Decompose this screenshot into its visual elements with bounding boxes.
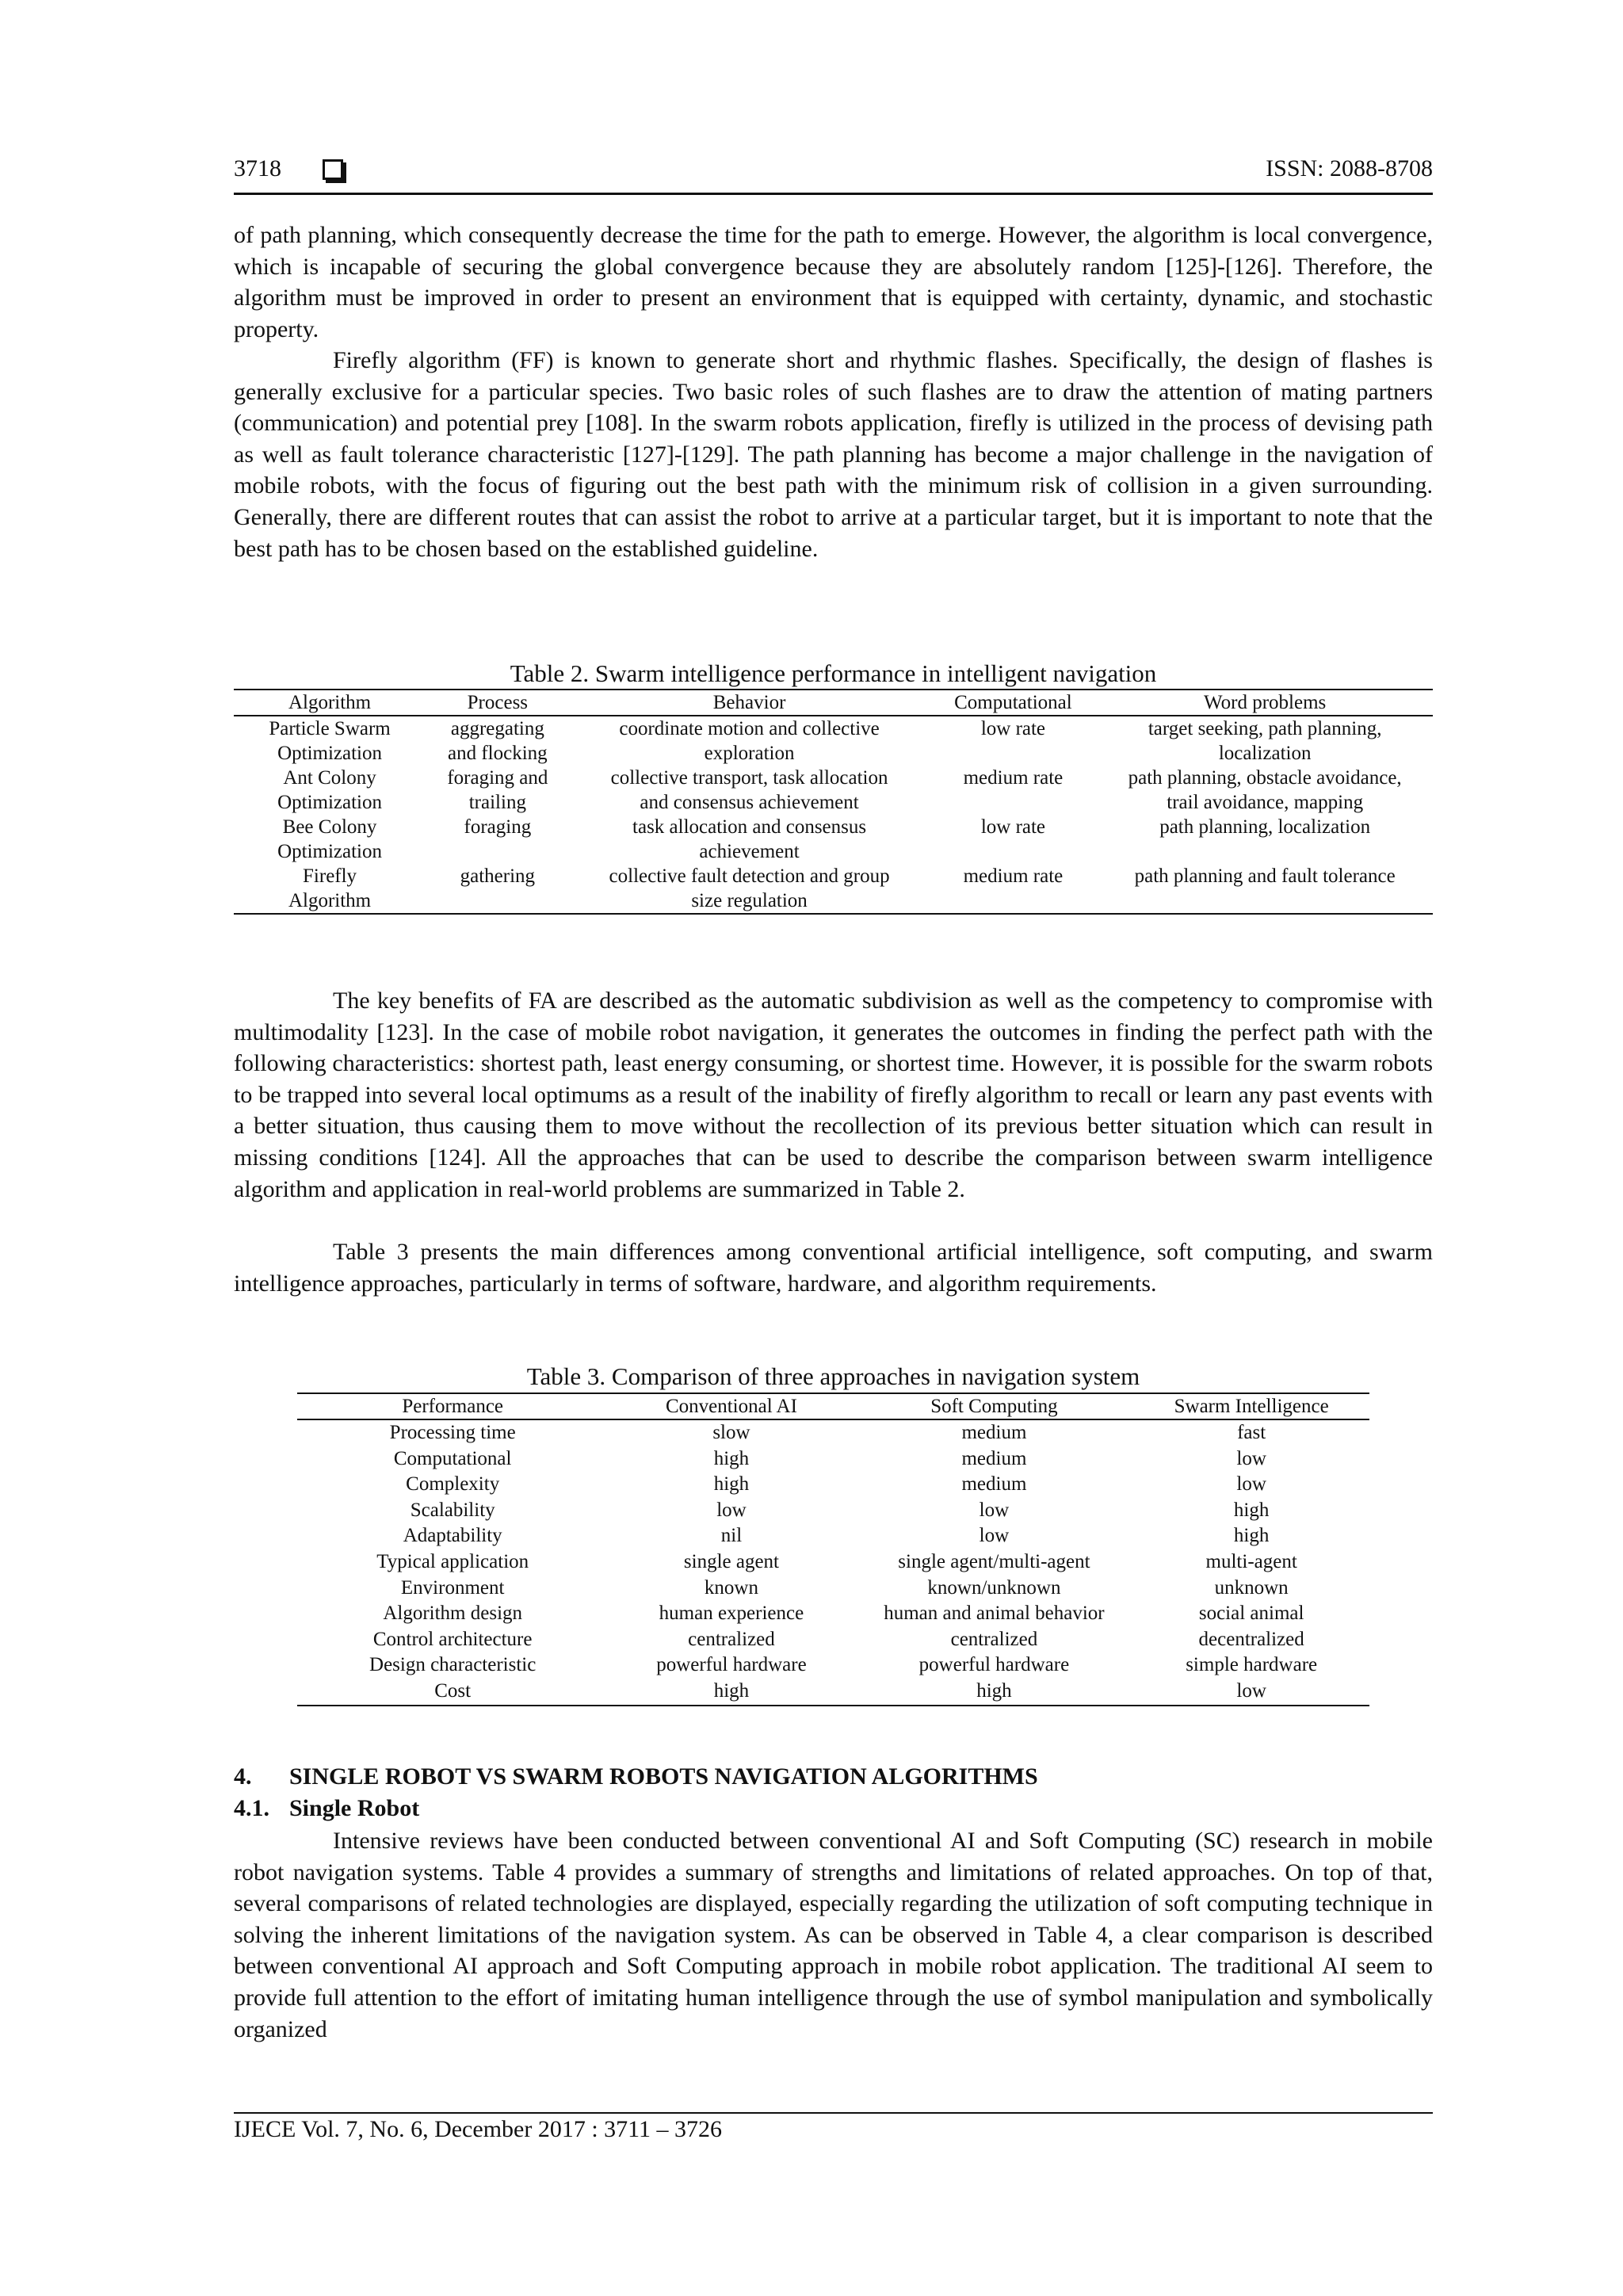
table2-header-cell: Behavior xyxy=(570,690,930,716)
table2 xyxy=(234,689,1433,915)
table3-cell: high xyxy=(713,1473,750,1496)
table2-cell: medium rate xyxy=(963,767,1064,789)
table3-row xyxy=(297,1472,1369,1498)
issn: ISSN: 2088-8708 xyxy=(1266,155,1433,181)
table3-cell: Complexity xyxy=(406,1473,500,1496)
table2-cell: task allocation and consensus achievement xyxy=(632,816,867,862)
table3-cell: low xyxy=(1236,1473,1266,1496)
table3-cell: Environment xyxy=(400,1576,505,1599)
table3-row xyxy=(297,1627,1369,1653)
table3-cell: multi-agent xyxy=(1205,1550,1297,1572)
section-4-heading xyxy=(234,1763,1038,1790)
table2-cell: path planning, obstacle avoidance, trail avoidance, mapping xyxy=(1128,767,1402,813)
table2-header-cell: Process xyxy=(426,690,570,716)
table3-row xyxy=(297,1576,1369,1602)
table3-cell: Algorithm design xyxy=(383,1603,523,1625)
table3-cell: Design characteristic xyxy=(369,1654,537,1676)
table2-header-row xyxy=(234,690,1433,716)
paragraph-table3-intro: Table 3 presents the main differences among conventional artificial intelligence, soft computing, and swarm intelligence approaches, particularly in terms of software, hardware, and algorithm requirements. xyxy=(234,1239,1433,1297)
table3-caption: Table 3. Comparison of three approaches in navigation system xyxy=(526,1362,1140,1390)
table3-cell: nil xyxy=(720,1525,743,1547)
table3-cell: low xyxy=(1236,1447,1266,1469)
table3-row xyxy=(297,1419,1369,1446)
table2-cell: collective transport, task allocation and consensus achievement xyxy=(610,767,888,813)
table3-row xyxy=(297,1523,1369,1549)
table3-cell: powerful hardware xyxy=(656,1654,807,1676)
table3-row xyxy=(297,1498,1369,1524)
paragraph-single-robot: Intensive reviews have been conducted between conventional AI and Soft Computing (SC) research in mobile robot navigation systems. Table 4 provides a summary of strengths and limitations of related approaches. On top of that, several comparisons of related technologies are displayed, especially regarding the utilization of soft computing technique in solving the inherent limitations of the navigation system. As can be observed in Table 4, a clear comparison is described between conventional AI approach and Soft Computing approach in mobile robot application. The traditional AI seem to provide full attention to the effort of imitating human intelligence through the use of symbol manipulation and symbolically organized xyxy=(234,1828,1433,2042)
table3 xyxy=(297,1392,1369,1706)
paragraph-fa-benefits: The key benefits of FA are described as the automatic subdivision as well as the competency to compromise with multimodality [123]. In the case of mobile robot navigation, it generates the outcomes in finding the perfect path with the following characteristics: shortest path, least energy consuming, or shortest time. However, it is possible for the swarm robots to be trapped into several local optimums as a result of the inability of firefly algorithm to recall or learn any past events with a better situation, thus causing them to move without the recollection of its previous better situation which can result in missing conditions [124]. All the approaches that can be used to describe the comparison between swarm intelligence algorithm and application in real-world problems are summarized in Table 2. xyxy=(234,988,1433,1202)
table2-row xyxy=(234,864,1433,914)
table3-cell: slow xyxy=(712,1422,750,1443)
table2-cell: foraging and trailing xyxy=(447,767,548,813)
table3-cell: decentralized xyxy=(1198,1628,1304,1650)
table3-cell: Computational xyxy=(393,1447,512,1469)
table3-cell: medium xyxy=(961,1447,1027,1469)
table3-row xyxy=(297,1652,1369,1679)
section-number: 4. xyxy=(234,1763,252,1790)
table2-cell: low rate xyxy=(980,718,1046,739)
section-title: SINGLE ROBOT VS SWARM ROBOTS NAVIGATION ALGORITHMS xyxy=(289,1763,1038,1790)
table3-header-row xyxy=(297,1393,1369,1419)
table2-cell: medium rate xyxy=(930,864,1098,914)
table2-row xyxy=(234,716,1433,766)
subsection-4-1-heading xyxy=(234,1795,419,1822)
table3-cell: single agent xyxy=(683,1550,779,1572)
table2-header-cell: Word problems xyxy=(1097,690,1433,716)
table3-cell: low xyxy=(979,1525,1010,1547)
table3-header-cell: Swarm Intelligence xyxy=(1133,1393,1369,1419)
table3-cell: Processing time xyxy=(389,1422,516,1443)
table3-cell: human and animal behavior xyxy=(884,1603,1105,1625)
table2-cell: gathering xyxy=(426,864,570,914)
running-footer: IJECE Vol. 7, No. 6, December 2017 : 3711 – 3726 xyxy=(234,2116,723,2142)
table2-cell: Particle Swarm Optimization xyxy=(269,718,391,764)
table3-cell: known xyxy=(704,1576,758,1599)
table3-cell: high xyxy=(1233,1499,1270,1521)
table2-cell: low rate xyxy=(980,816,1046,838)
table3-cell: high xyxy=(608,1679,854,1706)
table2-cell: Bee Colony Optimization xyxy=(277,816,382,862)
table3-cell: single agent/multi-agent xyxy=(898,1550,1090,1572)
table3-cell: centralized xyxy=(688,1628,775,1650)
table3-cell: known/unknown xyxy=(927,1576,1061,1599)
table2-cell: Ant Colony Optimization xyxy=(277,767,382,813)
table3-header-cell: Conventional AI xyxy=(608,1393,854,1419)
table3-cell: Cost xyxy=(297,1679,608,1706)
table3-cell: low xyxy=(979,1499,1010,1521)
square-bullet-icon xyxy=(323,159,343,180)
table3-cell: powerful hardware xyxy=(918,1654,1070,1676)
table3-cell: low xyxy=(716,1499,747,1521)
table3-cell: medium xyxy=(961,1422,1027,1443)
table2-cell: foraging xyxy=(464,816,532,838)
table3-cell: high xyxy=(855,1679,1134,1706)
table3-cell: Scalability xyxy=(410,1499,495,1521)
table2-cell: path planning and fault tolerance xyxy=(1097,864,1433,914)
table2-row xyxy=(234,766,1433,815)
table2-header-cell: Algorithm xyxy=(234,690,426,716)
subsection-number: 4.1. xyxy=(234,1795,269,1821)
table3-header-cell: Performance xyxy=(297,1393,608,1419)
subsection-title: Single Robot xyxy=(289,1795,420,1821)
table2-caption: Table 2. Swarm intelligence performance in intelligent navigation xyxy=(510,659,1157,687)
table3-cell: Control architecture xyxy=(372,1628,533,1650)
paragraph-path-planning: of path planning, which consequently decrease the time for the path to emerge. However, the algorithm is local convergence, which is incapable of securing the global convergence because they are absolutely random [125]-[126]. Therefore, the algorithm must be improved in order to present an environment that is equipped with certainty, dynamic, and stochastic property. xyxy=(234,222,1433,342)
table2-cell: collective fault detection and group size regulation xyxy=(570,864,930,914)
table3-row xyxy=(297,1549,1369,1576)
table3-cell: fast xyxy=(1237,1422,1266,1443)
table3-cell: high xyxy=(1233,1525,1270,1547)
table3-row xyxy=(297,1679,1369,1706)
table3-cell: centralized xyxy=(950,1628,1038,1650)
table3-cell: Typical application xyxy=(376,1550,529,1572)
table3-cell: human experience xyxy=(659,1603,804,1625)
header-rule xyxy=(234,193,1433,195)
table2-header-cell: Computational xyxy=(930,690,1098,716)
paragraph-firefly-algorithm: Firefly algorithm (FF) is known to generate short and rhythmic flashes. Specifically, the design of flashes is generally exclusive for a particular species. Two basic roles of such flashes are to draw the attention of mating partners (communication) and potential prey [108]. In the swarm robots application, firefly is utilized in the process of devising path as well as fault tolerance characteristic [127]-[129]. The path planning has become a major challenge in the navigation of mobile robots, with the focus of figuring out the best path with the minimum risk of collision in a given surrounding. Generally, there are different routes that can assist the robot to arrive at a particular target, but it is important to note that the best path has to be chosen based on the established guideline. xyxy=(234,347,1433,562)
table2-cell: aggregating and flocking xyxy=(448,718,548,764)
table2-cell: target seeking, path planning, localization xyxy=(1148,718,1382,764)
table2-cell: Firefly Algorithm xyxy=(234,864,426,914)
running-header xyxy=(234,155,1433,190)
table3-cell: Adaptability xyxy=(403,1525,502,1547)
table2-row xyxy=(234,815,1433,864)
table3-row xyxy=(297,1601,1369,1627)
table3-row xyxy=(297,1446,1369,1473)
page-number: 3718 xyxy=(234,155,281,181)
table3-cell: low xyxy=(1133,1679,1369,1706)
table3-header-cell: Soft Computing xyxy=(855,1393,1134,1419)
table2-cell: path planning, localization xyxy=(1159,816,1371,838)
table3-cell: medium xyxy=(961,1473,1027,1496)
table3-cell: social animal xyxy=(1198,1603,1304,1625)
table3-cell: unknown xyxy=(1214,1576,1289,1599)
table2-cell: coordinate motion and collective exploration xyxy=(619,718,880,764)
table3-cell: simple hardware xyxy=(1186,1654,1318,1676)
footer-rule xyxy=(234,2112,1433,2114)
table3-cell: high xyxy=(713,1447,750,1469)
